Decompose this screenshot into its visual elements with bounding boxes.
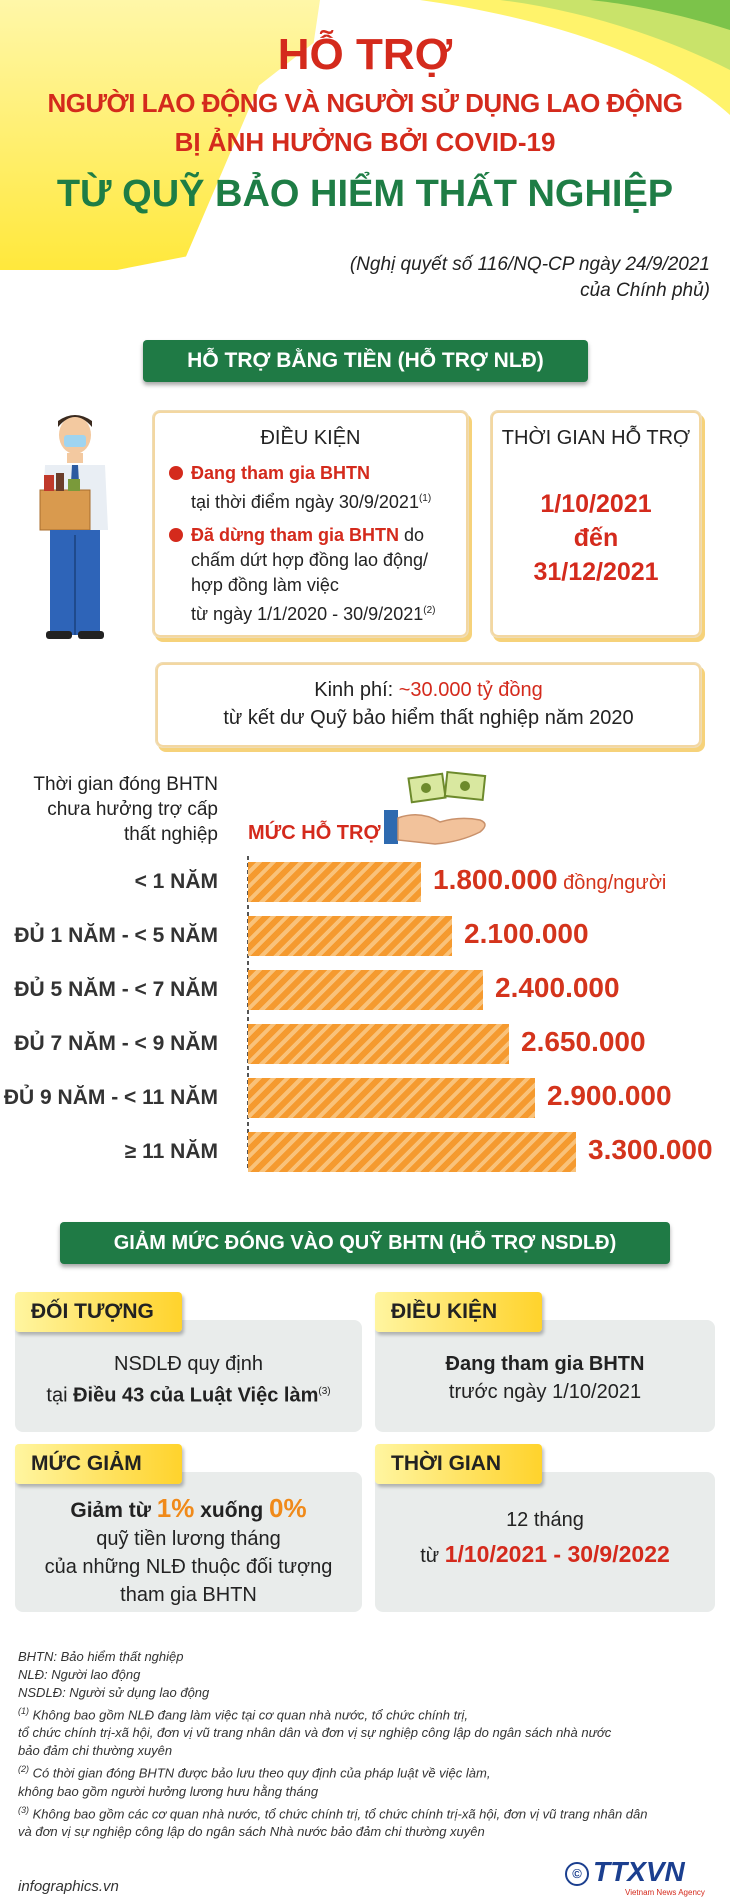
main-title: HỖ TRỢ [277,30,453,79]
condition-2-text-d: từ ngày 1/1/2020 - 30/9/2021 [191,604,424,624]
note-bhtn: BHTN: Bảo hiểm thất nghiệp [18,1649,184,1664]
footnote-ref-2: (2) [423,605,436,616]
bar-value-label: 3.300.000 [588,1134,713,1165]
duration-header-line1: Thời gian đóng BHTN [33,774,218,795]
target-line1: NSDLĐ quy định [114,1353,263,1375]
duration-line1: 12 tháng [506,1509,584,1531]
footnote-1-mark: (1) [18,1706,29,1716]
reduction-line4: tham gia BHTN [120,1584,257,1606]
footnote-2-mark: (2) [18,1764,29,1775]
footnote-3 [18,1801,708,1823]
footnote-1-b: tổ chức chính trị-xã hội, đơn vị vũ trang nhân dân và đơn vị sự nghiệp công lập do ngân sách nhà nước [18,1725,612,1741]
conditions-title: ĐIỀU KIỆN [260,427,361,449]
footer-site: infographics.vn [18,1878,119,1895]
bar-category-label: ĐỦ 1 NĂM - < 5 NĂM [14,924,218,947]
bar-value-label: 1.800.000 đồng/người [433,864,667,895]
condition-2-text-a: do [399,525,425,545]
footnote-3-b: và đơn vị sự nghiệp công lập do ngân sách Nhà nước bảo đảm chi thường xuyên [18,1823,485,1839]
reduction-tag: MỨC GIẢM [15,1444,182,1484]
subtitle-line3: TỪ QUỸ BẢO HIỂM THẤT NGHIỆP [56,173,674,215]
subtitle-line2: BỊ ẢNH HƯỞNG BỞI COVID-19 [174,127,556,157]
duration-text [375,1506,715,1570]
section1-heading: HỖ TRỢ BẰNG TIỀN (HỖ TRỢ NLĐ) [143,340,588,382]
condition-2-text-b: chấm dứt hợp đồng lao động/ [191,550,429,570]
target-line2-pre: tại [46,1384,74,1407]
bar [248,1132,576,1172]
reduction-line1 [15,1494,362,1525]
condition-2-text-c: hợp đồng làm việc [191,575,339,595]
note-nld: NLĐ: Người lao động [18,1667,141,1682]
reduction-from: 1% [156,1493,195,1523]
bar-value-label: 2.650.000 [521,1026,646,1057]
employer-condition-line2: trước ngày 1/10/2021 [448,1381,642,1403]
support-time-from: 1/10/2021 [540,490,652,518]
employer-condition-text [375,1350,715,1406]
support-time-to: 31/12/2021 [533,558,659,586]
footnote-2-b: không bao gồm người hưởng lương hưu hằng tháng [18,1783,319,1799]
section2-heading: GIẢM MỨC ĐÓNG VÀO QUỸ BHTN (HỖ TRỢ NSDLĐ) [60,1222,670,1264]
budget-source: từ kết dư Quỹ bảo hiểm thất nghiệp năm 2020 [223,707,634,729]
target-tag: ĐỐI TƯỢNG [15,1292,182,1332]
duration-header-line2: chưa hưởng trợ cấp [47,799,218,820]
bar-value-label: 2.100.000 [464,918,589,949]
ttxvn-logo [565,1856,715,1898]
target-text [15,1350,362,1410]
reduction-mid: xuống [194,1499,270,1522]
bar-category-label: < 1 NĂM [134,870,218,893]
target-line2 [15,1378,362,1410]
unit-label: đồng/người [557,872,667,894]
bar-category-label: ĐỦ 9 NĂM - < 11 NĂM [3,1086,218,1109]
support-level-header: MỨC HỖ TRỢ [248,822,381,844]
reduction-pre: Giảm từ [70,1499,157,1522]
note-nsdld: NSDLĐ: Người sử dụng lao động [18,1685,210,1700]
duration-line2 [375,1540,715,1570]
condition-1-text: tại thời điểm ngày 30/9/2021 [191,492,419,512]
bar-category-label: ≥ 11 NĂM [124,1140,218,1163]
reduction-line2: quỹ tiền lương tháng [96,1528,281,1550]
reduction-to: 0% [269,1493,307,1523]
reduction-line3: của những NLĐ thuộc đối tượng [44,1556,333,1578]
condition-2-bold: Đã dừng tham gia BHTN [191,525,400,545]
footnote-1-a: Không bao gồm NLĐ đang làm việc tại cơ quan nhà nước, tổ chức chính trị, [29,1707,469,1723]
bar-category-label: ĐỦ 5 NĂM - < 7 NĂM [14,978,218,1001]
footnote-2-a: Có thời gian đóng BHTN được bảo lưu theo quy định của pháp luật về việc làm, [29,1765,491,1781]
support-time-to-word: đến [573,524,619,552]
footnote-ref-3: (3) [318,1386,331,1397]
bar [248,862,421,902]
copyright-icon: © [565,1862,589,1886]
condition-1-bold: Đang tham gia BHTN [191,463,371,483]
bar [248,1024,509,1064]
duration-range: 1/10/2021 - 30/9/2022 [444,1541,670,1567]
bar [248,970,483,1010]
footnote-3-mark: (3) [18,1804,29,1815]
duration-header-line3: thất nghiệp [123,824,218,845]
footnote-1-c: bảo đảm chi thường xuyên [18,1743,173,1759]
resolution-line2: của Chính phủ) [580,280,710,301]
support-time-title: THỜI GIAN HỖ TRỢ [501,427,691,449]
bar [248,916,452,956]
bar [248,1078,535,1118]
budget-label: Kinh phí: [314,679,399,701]
duration-tag: THỜI GIAN [375,1444,542,1484]
footnote-3-a: Không bao gồm các cơ quan nhà nước, tổ chức chính trị, tổ chức chính trị-xã hội, đơn vị vũ trang nhân dân [29,1805,648,1821]
logo-text: TTXVN [593,1856,685,1887]
budget-amount: ~30.000 tỷ đồng [398,679,543,701]
footnote-ref-1: (1) [418,493,432,504]
subtitle-line1: NGƯỜI LAO ĐỘNG VÀ NGƯỜI SỬ DỤNG LAO ĐỘNG [47,88,683,118]
bar-category-label: ĐỦ 7 NĂM - < 9 NĂM [14,1032,218,1055]
resolution-line1: (Nghị quyết số 116/NQ-CP ngày 24/9/2021 [349,254,710,275]
footnote-2 [18,1760,708,1782]
target-law-article: Điều 43 của Luật Việc làm [73,1384,319,1407]
duration-pre: từ [420,1545,445,1567]
bar-value-label: 2.900.000 [547,1080,672,1111]
employer-condition-tag: ĐIỀU KIỆN [375,1292,542,1332]
footnotes [18,1648,708,1841]
bar-value-label: 2.400.000 [495,972,620,1003]
employer-condition-line1: Đang tham gia BHTN [445,1353,645,1375]
logo-subtext: Vietnam News Agency [625,1888,705,1897]
reduction-text [15,1494,362,1609]
footnote-1 [18,1702,708,1724]
